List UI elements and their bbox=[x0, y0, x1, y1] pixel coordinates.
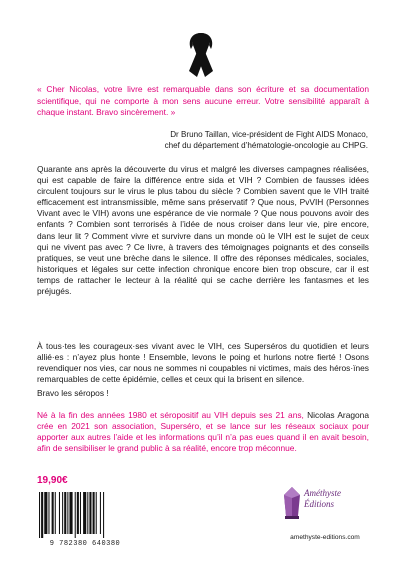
publisher-name-line-2: Éditions bbox=[304, 499, 335, 509]
price: 19,90€ bbox=[37, 475, 68, 486]
bio-part-2: crée en 2021 son association, Superséro, et se lance sur les réseaux sociaux pour apporter aux autres l’aide et les informations qu’il n’a pas eues quand il en avait besoin, afin de sensibiliser le grand public à sa réalité, encore trop méconnue. bbox=[37, 421, 369, 454]
awareness-ribbon-icon bbox=[183, 31, 219, 79]
attribution-line-2: chef du département d’hématologie-oncologie au CHPG. bbox=[164, 141, 368, 150]
bio-part-1: Né à la fin des années 1980 et séropositif au VIH depuis ses 21 ans, bbox=[37, 410, 304, 420]
publisher-url: amethyste-editions.com bbox=[290, 534, 360, 541]
summary-paragraph-3: Bravo les séropos ! bbox=[37, 388, 109, 398]
publisher-name-line-1: Améthyste bbox=[304, 488, 341, 498]
author-name: Nicolas Aragona bbox=[303, 410, 369, 420]
amethyst-crystal-icon bbox=[281, 486, 303, 520]
attribution-line-1: Dr Bruno Taillan, vice-président de Fight AIDS Monaco, bbox=[170, 130, 368, 139]
review-quote: « Cher Nicolas, votre livre est remarquable dans son écriture et sa documentation scientifique, qui ne comporte à mon sens aucune erreur. Votre sensibilité apparaît à chaque instant. Bravo sincèrement. » bbox=[37, 84, 369, 118]
quote-attribution bbox=[48, 129, 368, 151]
author-bio bbox=[37, 410, 369, 454]
summary-paragraph-1: Quarante ans après la découverte du virus et malgré les diverses campagnes réalisées, qui est capable de faire la différence entre sida et VIH ? Combien de fausses idées circulent toujours sur le virus le plus tabou du siècle ? Combien savent que le VIH traité efficacement est intransmissible, même sans préservatif ? Que nous, PvVIH (Personnes Vivant avec le VIH) avons une espérance de vie normale ? Que nous pouvons avoir des enfants ? Combien sont terrorisés à l’idée de nous croiser dans leur vie, pire encore, dans leur lit ? Comment vivre et survivre dans un monde où le VIH est le sujet de ceux qui ne vivent pas avec ? Ce livre, à travers des témoignages poignants et des conseils pratiques, se veut une brèche dans le silence. Il offre des réponses médicales, sociales, historiques et légales sur cette infection chronique encore bien trop obscure, car il est temps de rattacher le lecteur à la réalité qui se cache derrière les fantasmes et les préjugés. bbox=[37, 164, 369, 297]
summary-paragraph-2: À tous·tes les courageux·ses vivant avec le VIH, ces Superséros du quotidien et leurs allié·es : n’ayez plus honte ! Ensemble, levons le poing et hurlons notre fierté ! Osons revendiquer nos vies, car nous ne sommes ni coupables ni victimes, mais des héros·ïnes remarquables de cette épidémie, celles et ceux qui la brisent en silence. bbox=[37, 341, 369, 385]
publisher-name bbox=[304, 488, 372, 510]
publisher-logo bbox=[279, 478, 371, 548]
barcode-icon bbox=[37, 492, 133, 544]
barcode-number: 9 782380 640380 bbox=[49, 540, 121, 548]
